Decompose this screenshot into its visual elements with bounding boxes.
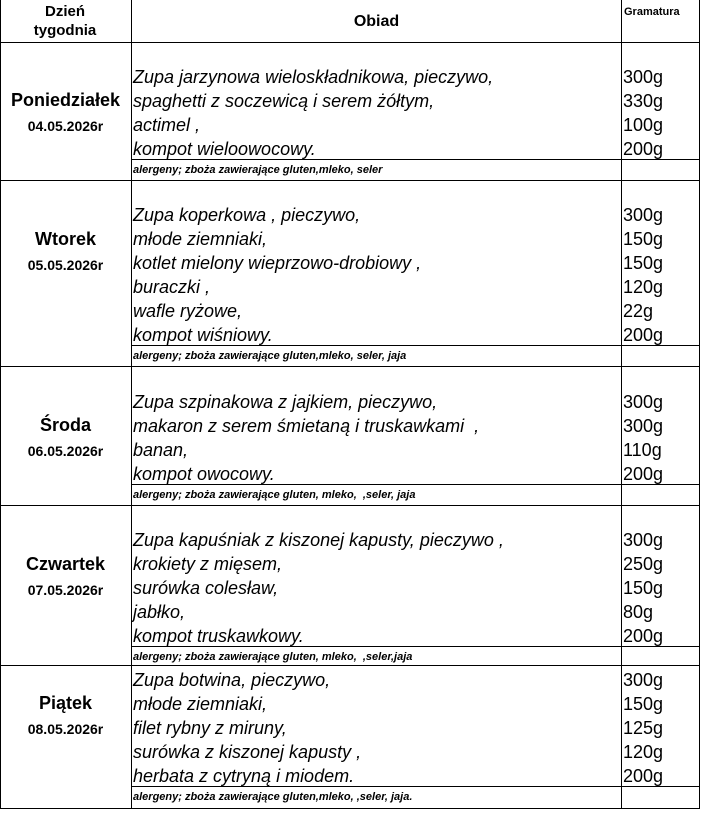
allergens-note: alergeny; zboża zawierające gluten,mleko, seler [133, 164, 383, 176]
meal-item: kompot owocowy. [133, 464, 275, 484]
meal-item: młode ziemniaki, [133, 694, 268, 714]
weight-value: 120g [623, 277, 664, 297]
day-cell-wednesday [0, 414, 131, 460]
day-date: 04.05.2026r [27, 118, 104, 134]
meal-item: spaghetti z soczewicą i serem żółtym, [133, 91, 435, 111]
day-date: 05.05.2026r [27, 257, 104, 273]
day-row-divider [0, 366, 700, 367]
meal-item: kompot wieloowocowy. [133, 139, 316, 159]
meal-item: banan, [133, 440, 189, 460]
day-date: 08.05.2026r [27, 721, 104, 737]
weight-value: 200g [623, 464, 664, 484]
weight-value: 330g [623, 91, 664, 111]
meal-item: actimel , [133, 115, 201, 135]
day-cell-friday [0, 692, 131, 738]
day-name: Piątek [38, 693, 93, 713]
weight-value: 100g [623, 115, 664, 135]
day-date: 07.05.2026r [27, 582, 104, 598]
allergen-divider [131, 646, 700, 647]
weight-value: 300g [623, 392, 664, 412]
day-name: Poniedziałek [10, 90, 121, 110]
meal-item: Zupa szpinakowa z jajkiem, pieczywo, [133, 392, 438, 412]
meal-item: wafle ryżowe, [133, 301, 243, 321]
weight-value: 150g [623, 694, 664, 714]
day-cell-tuesday [0, 228, 131, 274]
allergens-note: alergeny; zboża zawierające gluten, mleko, ,seler,jaja [133, 651, 413, 663]
weight-value: 300g [623, 416, 664, 436]
weight-value: 250g [623, 554, 664, 574]
meal-item: surówka z kiszonej kapusty , [133, 742, 362, 762]
weight-value: 300g [623, 530, 664, 550]
header-meal-column: Obiad [353, 13, 400, 30]
weight-value: 150g [623, 578, 664, 598]
weight-value: 200g [623, 766, 664, 786]
day-name: Środa [39, 415, 91, 435]
table-border-left [0, 0, 1, 809]
weight-value: 200g [623, 139, 664, 159]
meal-item: krokiety z mięsem, [133, 554, 283, 574]
day-date: 06.05.2026r [27, 443, 104, 459]
weight-value: 120g [623, 742, 664, 762]
weight-value: 125g [623, 718, 664, 738]
allergen-divider [131, 786, 700, 787]
day-cell-monday [0, 89, 131, 135]
allergens-note: alergeny; zboża zawierające gluten,mleko, seler, jaja [133, 350, 407, 362]
day-name: Czwartek [25, 554, 106, 574]
meal-item: Zupa koperkowa , pieczywo, [133, 205, 361, 225]
weight-value: 150g [623, 253, 664, 273]
meal-item: makaron z serem śmietaną i truskawkami , [133, 416, 480, 436]
header-day-column: Dzień tygodnia [33, 3, 97, 39]
day-cell-thursday [0, 553, 131, 599]
meal-item: kompot wiśniowy. [133, 325, 273, 345]
day-name: Wtorek [34, 229, 96, 249]
day-row-divider [0, 180, 700, 181]
allergen-divider [131, 159, 700, 160]
weight-value: 150g [623, 229, 664, 249]
column-divider-day [131, 0, 132, 809]
day-row-divider [0, 505, 700, 506]
allergens-note: alergeny; zboża zawierające gluten,mleko, ,seler, jaja. [133, 791, 413, 803]
weight-value: 300g [623, 670, 664, 690]
day-row-divider [0, 665, 700, 666]
weight-value: 300g [623, 205, 664, 225]
allergen-divider [131, 484, 700, 485]
meal-item: kompot truskawkowy. [133, 626, 304, 646]
column-divider-weight [621, 0, 622, 809]
table-border-right [699, 0, 700, 809]
meal-item: Zupa kapuśniak z kiszonej kapusty, pieczywo , [133, 530, 504, 550]
weight-value: 200g [623, 626, 664, 646]
meal-item: herbata z cytryną i miodem. [133, 766, 355, 786]
weight-value: 200g [623, 325, 664, 345]
meal-item: surówka colesław, [133, 578, 279, 598]
meal-item: filet rybny z miruny, [133, 718, 287, 738]
allergen-divider [131, 345, 700, 346]
weight-value: 80g [623, 602, 654, 622]
weight-value: 22g [623, 301, 654, 321]
weight-value: 110g [623, 440, 662, 460]
meal-item: młode ziemniaki, [133, 229, 268, 249]
meal-item: buraczki , [133, 277, 211, 297]
meal-item: jabłko, [133, 602, 186, 622]
allergens-note: alergeny; zboża zawierające gluten, mleko, ,seler, jaja [133, 489, 416, 501]
meal-item: kotlet mielony wieprzowo-drobiowy , [133, 253, 422, 273]
weight-value: 300g [623, 67, 664, 87]
meal-item: Zupa jarzynowa wieloskładnikowa, pieczywo, [133, 67, 494, 87]
header-weight-column: Gramatura [624, 6, 680, 18]
meal-item: Zupa botwina, pieczywo, [133, 670, 331, 690]
header-row-divider [0, 42, 700, 43]
table-border-bottom [0, 808, 700, 809]
